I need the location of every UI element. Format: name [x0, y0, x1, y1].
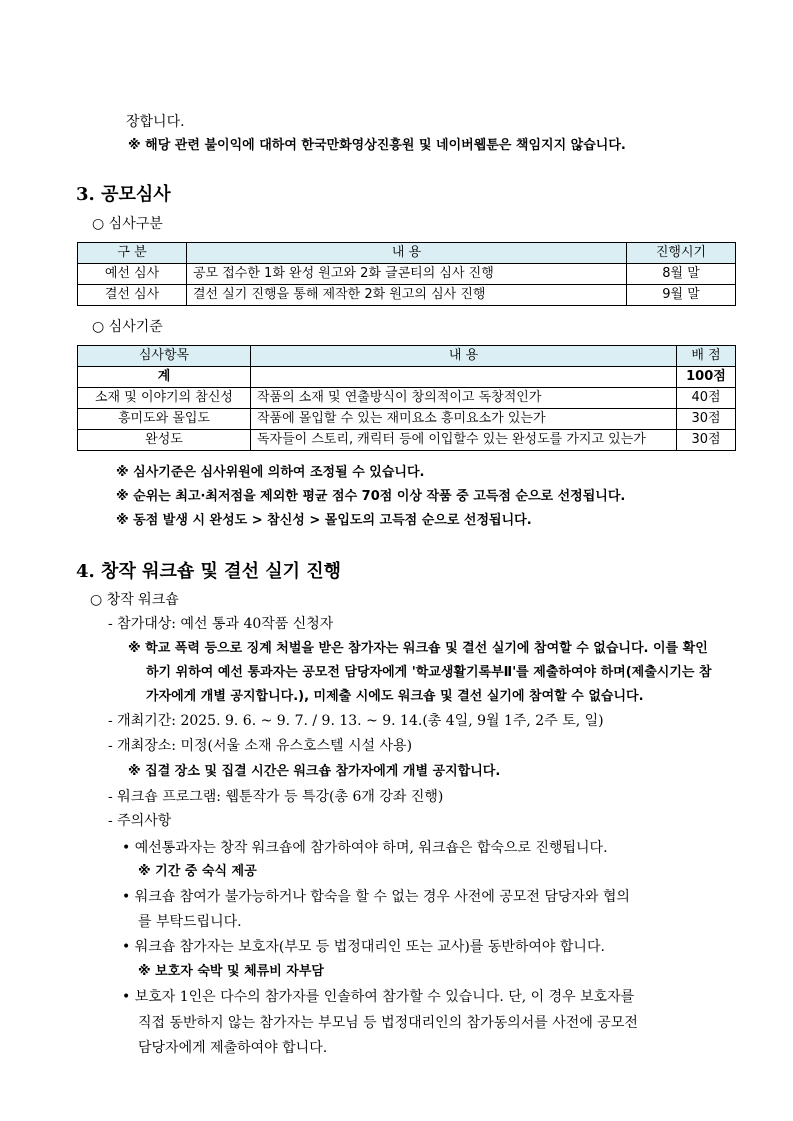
section3-title: 3. 공모심사	[76, 184, 171, 205]
table-row	[78, 285, 736, 306]
target-note-line-1: ※ 학교 폭력 등으로 징계 처벌을 받은 참가자는 워크숍 및 결선 실기에 참여할 수 없습니다. 이를 확인	[128, 641, 708, 656]
section4-title: 4. 창작 워크숍 및 결선 실기 진행	[76, 561, 342, 582]
table-cell: 8월 말	[627, 264, 736, 285]
caution-bullet-2-cont: 를 부탁드립니다.	[138, 914, 242, 930]
caution-bullet-4-cont-2: 담당자에게 제출하여야 합니다.	[138, 1040, 328, 1056]
caution-bullet-4: • 보호자 1인은 다수의 참가자를 인솔하여 참가할 수 있습니다. 단, 이 경우 보호자를	[122, 989, 635, 1005]
intro-note: ※ 해당 관련 불이익에 대하여 한국만화영상진흥원 및 네이버웹툰은 책임지지 않습니다.	[128, 138, 626, 153]
caution-bullet-1-note: ※ 기간 중 숙식 제공	[138, 864, 257, 879]
criteria-note-1: ※ 심사기준은 심사위원에 의하여 조정될 수 있습니다.	[116, 465, 425, 480]
table-cell: 작품의 소재 및 연출방식이 창의적이고 독창적인가	[251, 388, 677, 409]
workshop-period: - 개최기간: 2025. 9. 6. ~ 9. 7. / 9. 13. ~ 9. 14.(총 4일, 9월 1주, 2주 토, 일)	[108, 713, 604, 729]
table-row	[78, 388, 736, 409]
caution-bullet-4-cont-1: 직접 동반하지 않는 참가자는 부모님 등 법정대리인의 참가동의서를 사전에 공모전	[138, 1015, 638, 1031]
criteria-table	[77, 345, 736, 451]
table-cell: 30점	[677, 409, 736, 430]
workshop-caution: - 주의사항	[108, 813, 172, 829]
table-cell: 예선 심사	[78, 264, 187, 285]
col-header-content: 내 용	[251, 346, 677, 367]
table-row	[78, 264, 736, 285]
table-header-row	[78, 243, 736, 264]
table-cell: 9월 말	[627, 285, 736, 306]
workshop-place: - 개최장소: 미정(서울 소재 유스호스텔 시설 사용)	[108, 738, 413, 754]
table-cell: 완성도	[78, 430, 251, 451]
place-note: ※ 집결 장소 및 집결 시간은 워크숍 참가자에게 개별 공지합니다.	[128, 764, 501, 779]
col-header-category: 구 분	[78, 243, 187, 264]
caution-bullet-1: • 예선통과자는 창작 워크숍에 참가하여야 하며, 워크숍은 합숙으로 진행됩니다.	[122, 840, 608, 856]
caution-bullet-3-note: ※ 보호자 숙박 및 체류비 자부담	[138, 964, 324, 979]
table-header-row	[78, 346, 736, 367]
caution-bullet-2: • 워크숍 참여가 불가능하거나 합숙을 할 수 없는 경우 사전에 공모전 담당자와 협의	[122, 889, 630, 905]
section4-sub-workshop: ○ 창작 워크숍	[90, 592, 179, 608]
table-cell: 작품에 몰입할 수 있는 재미요소 흥미요소가 있는가	[251, 409, 677, 430]
table-cell: 흥미도와 몰입도	[78, 409, 251, 430]
col-header-score: 배 점	[677, 346, 736, 367]
criteria-note-2: ※ 순위는 최고·최저점을 제외한 평균 점수 70점 이상 작품 중 고득점 순으로 선정됩니다.	[116, 489, 626, 504]
criteria-note-3: ※ 동점 발생 시 완성도 > 참신성 > 몰입도의 고득점 순으로 선정됩니다.	[116, 513, 532, 528]
col-header-timing: 진행시기	[627, 243, 736, 264]
target-note-line-3: 가자에게 개별 공지합니다.), 미제출 시에도 워크숍 및 결선 실기에 참여할 수 없습니다.	[146, 689, 644, 704]
col-header-content: 내 용	[187, 243, 627, 264]
workshop-target: - 참가대상: 예선 통과 40작품 신청자	[108, 616, 334, 632]
table-cell: 독자들이 스토리, 캐릭터 등에 이입할수 있는 완성도를 가지고 있는가	[251, 430, 677, 451]
table-total-row	[78, 367, 736, 388]
workshop-program: - 워크숍 프로그램: 웹툰작가 등 특강(총 6개 강좌 진행)	[108, 789, 444, 805]
table-cell: 30점	[677, 430, 736, 451]
intro-continuation: 장합니다.	[126, 114, 185, 130]
table-cell: 소재 및 이야기의 참신성	[78, 388, 251, 409]
table-row	[78, 409, 736, 430]
section3-sub-criteria: ○ 심사기준	[92, 319, 163, 335]
table-cell	[251, 367, 677, 388]
table-cell: 계	[78, 367, 251, 388]
target-note-line-2: 하기 위하여 예선 통과자는 공모전 담당자에게 '학교생활기록부Ⅱ'를 제출하여야 하며(제출시기는 참	[146, 665, 712, 680]
section3-sub-screening-type: ○ 심사구분	[92, 216, 163, 232]
caution-bullet-3: • 워크숍 참가자는 보호자(부모 등 법정대리인 또는 교사)를 동반하여야 합니다.	[122, 939, 605, 955]
table-cell: 결선 심사	[78, 285, 187, 306]
table-cell: 결선 실기 진행을 통해 제작한 2화 원고의 심사 진행	[187, 285, 627, 306]
table-cell: 공모 접수한 1화 완성 원고와 2화 글콘티의 심사 진행	[187, 264, 627, 285]
table-row	[78, 430, 736, 451]
col-header-item: 심사항목	[78, 346, 251, 367]
table-cell: 40점	[677, 388, 736, 409]
screening-type-table	[77, 242, 736, 306]
table-cell: 100점	[677, 367, 736, 388]
